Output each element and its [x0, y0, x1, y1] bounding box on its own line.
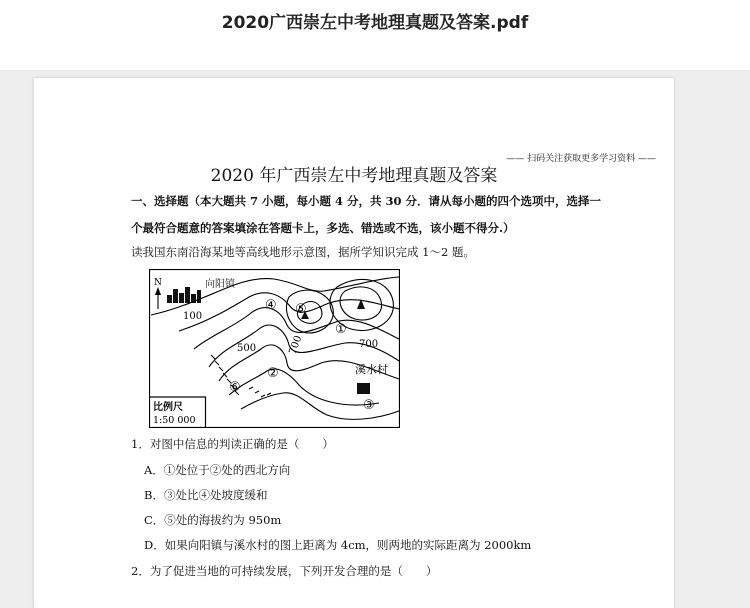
viewer-toolbar	[0, 0, 750, 70]
question-1-option-a: A．①处位于②处的西北方向	[144, 463, 291, 477]
point-2: ②	[267, 366, 279, 381]
point-1: ①	[335, 322, 347, 337]
question-1-option-d: D．如果向阳镇与溪水村的图上距离为 4cm，则两地的实际距离为 2000km	[144, 538, 532, 552]
question-1-stem: 1．对图中信息的判读正确的是（ ）	[131, 437, 334, 451]
town-label: 向阳镇	[205, 279, 235, 290]
point-6: ⑥	[229, 380, 241, 395]
question-2-stem: 2．为了促进当地的可持续发展，下列开发合理的是（ ）	[131, 564, 438, 578]
contour-label-100: 100	[183, 311, 203, 322]
section-heading-line1: 一、选择题（本大题共 7 小题，每小题 4 分，共 30 分．请从每小题的四个选项中，选择一	[131, 194, 602, 208]
village-marker-icon	[357, 383, 370, 394]
contour-label-700-b: 700	[359, 339, 379, 350]
scale-label: 比例尺	[153, 402, 183, 413]
village-label: 溪水村	[355, 363, 388, 376]
point-5: ⑤	[295, 302, 307, 317]
contour-map	[149, 269, 400, 428]
question-1-option-c: C．⑤处的海拔约为 950m	[144, 513, 282, 527]
section-heading-line2: 个最符合题意的答案填涂在答题卡上，多选、错选或不选，该小题不得分.）	[131, 221, 515, 235]
scale-value: 1:50 000	[153, 415, 196, 426]
question-intro: 读我国东南沿海某地等高线地形示意图，据所学知识完成 1～2 题。	[131, 245, 475, 259]
exam-title: 2020 年广西崇左中考地理真题及答案	[210, 166, 498, 186]
contour-label-500: 500	[237, 343, 257, 354]
north-label: N	[154, 278, 162, 288]
document-title: 2020广西崇左中考地理真题及答案.pdf	[221, 13, 529, 33]
pdf-page	[34, 78, 674, 608]
point-3: ③	[363, 398, 375, 413]
point-4: ④	[265, 298, 277, 313]
contour-label-700-a: 700	[287, 334, 305, 357]
question-1-option-b: B．③处比④处坡度缓和	[144, 488, 268, 502]
qr-banner: —— 扫码关注获取更多学习资料 ——	[506, 154, 656, 164]
